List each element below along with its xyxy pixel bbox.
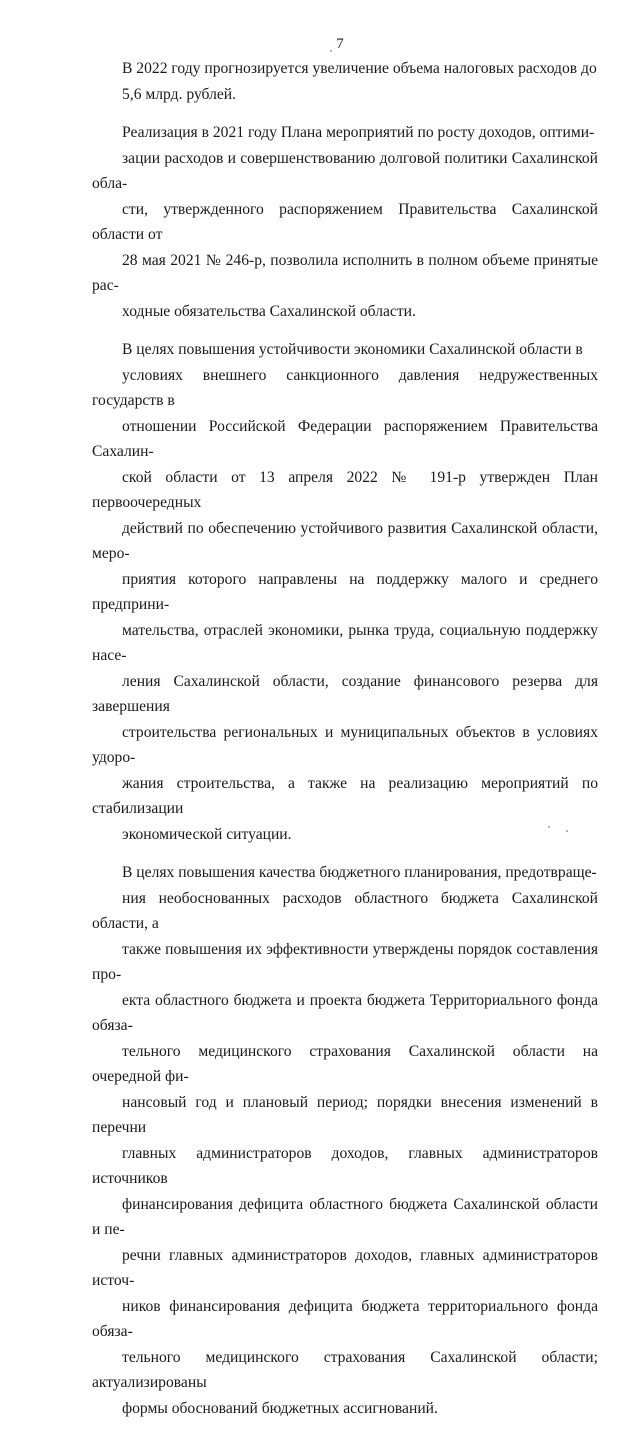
text-line: мательства, отраслей экономики, рынка труда, социальную поддержку насе- — [92, 621, 598, 664]
text-line: финансирования дефицита областного бюджета Сахалинской области и пе- — [92, 1195, 598, 1238]
text-line: жания строительства, а также на реализацию мероприятий по стабилизации — [92, 774, 598, 817]
text-line: условиях внешнего санкционного давления недружественных государств в — [92, 366, 598, 409]
text-line: тельного медицинского страхования Сахалинской области на очередной фи- — [92, 1042, 598, 1085]
text-line: ния необоснованных расходов областного бюджета Сахалинской области, а — [92, 889, 598, 932]
text-line: приятия которого направлены на поддержку малого и среднего предприни- — [92, 570, 598, 613]
scan-speck — [330, 50, 332, 52]
text-line: ходные обязательства Сахалинской области. — [122, 302, 416, 320]
text-line: ской области от 13 апреля 2022 № 191-р утвержден План первоочередных — [92, 468, 598, 511]
text-line: зации расходов и совершенствованию долговой политики Сахалинской обла- — [92, 149, 598, 192]
paragraph-plan-2021 — [92, 120, 598, 324]
body-text — [92, 56, 598, 1434]
text-line: В 2022 году прогнозируется увеличение объема налоговых расходов до — [122, 60, 597, 77]
text-line: ления Сахалинской области, создание финансового резерва для завершения — [92, 672, 598, 715]
text-line: В целях повышения качества бюджетного планирования, предотвраще- — [122, 864, 597, 881]
text-line: экономической ситуации. — [122, 825, 292, 843]
paragraph-economic-stability — [92, 337, 598, 847]
text-line: формы обоснований бюджетных ассигнований. — [122, 1399, 438, 1417]
text-line: строительства региональных и муниципальных объектов в условиях удоро- — [92, 723, 598, 766]
text-line: отношении Российской Федерации распоряжением Правительства Сахалин- — [92, 417, 598, 460]
page-number: 7 — [336, 36, 344, 52]
text-line: 28 мая 2021 № 246-р, позволила исполнить в полном объеме принятые рас- — [92, 251, 598, 294]
text-line: екта областного бюджета и проекта бюджета Территориального фонда обяза- — [92, 991, 598, 1034]
text-line: Реализация в 2021 году Плана мероприятий по росту доходов, оптими- — [122, 124, 595, 141]
paragraph-tax-expenditures — [92, 56, 598, 107]
text-line: В целях повышения устойчивости экономики Сахалинской области в — [122, 341, 583, 358]
text-line: сти, утвержденного распоряжением Правительства Сахалинской области от — [92, 200, 598, 243]
text-line: нансовый год и плановый период; порядки внесения изменений в перечни — [92, 1093, 598, 1136]
text-line: речни главных администраторов доходов, главных администраторов источ- — [92, 1246, 598, 1289]
text-line: главных администраторов доходов, главных администраторов источников — [92, 1144, 598, 1187]
text-line: 5,6 млрд. рублей. — [122, 85, 237, 103]
text-line: действий по обеспечению устойчивого развития Сахалинской области, меро- — [92, 519, 598, 562]
text-line: также повышения их эффективности утверждены порядок составления про- — [92, 940, 598, 983]
text-line: ников финансирования дефицита бюджета территориального фонда обяза- — [92, 1297, 598, 1340]
text-line: тельного медицинского страхования Сахалинской области; актуализированы — [92, 1348, 598, 1391]
paragraph-budget-planning — [92, 860, 598, 1421]
